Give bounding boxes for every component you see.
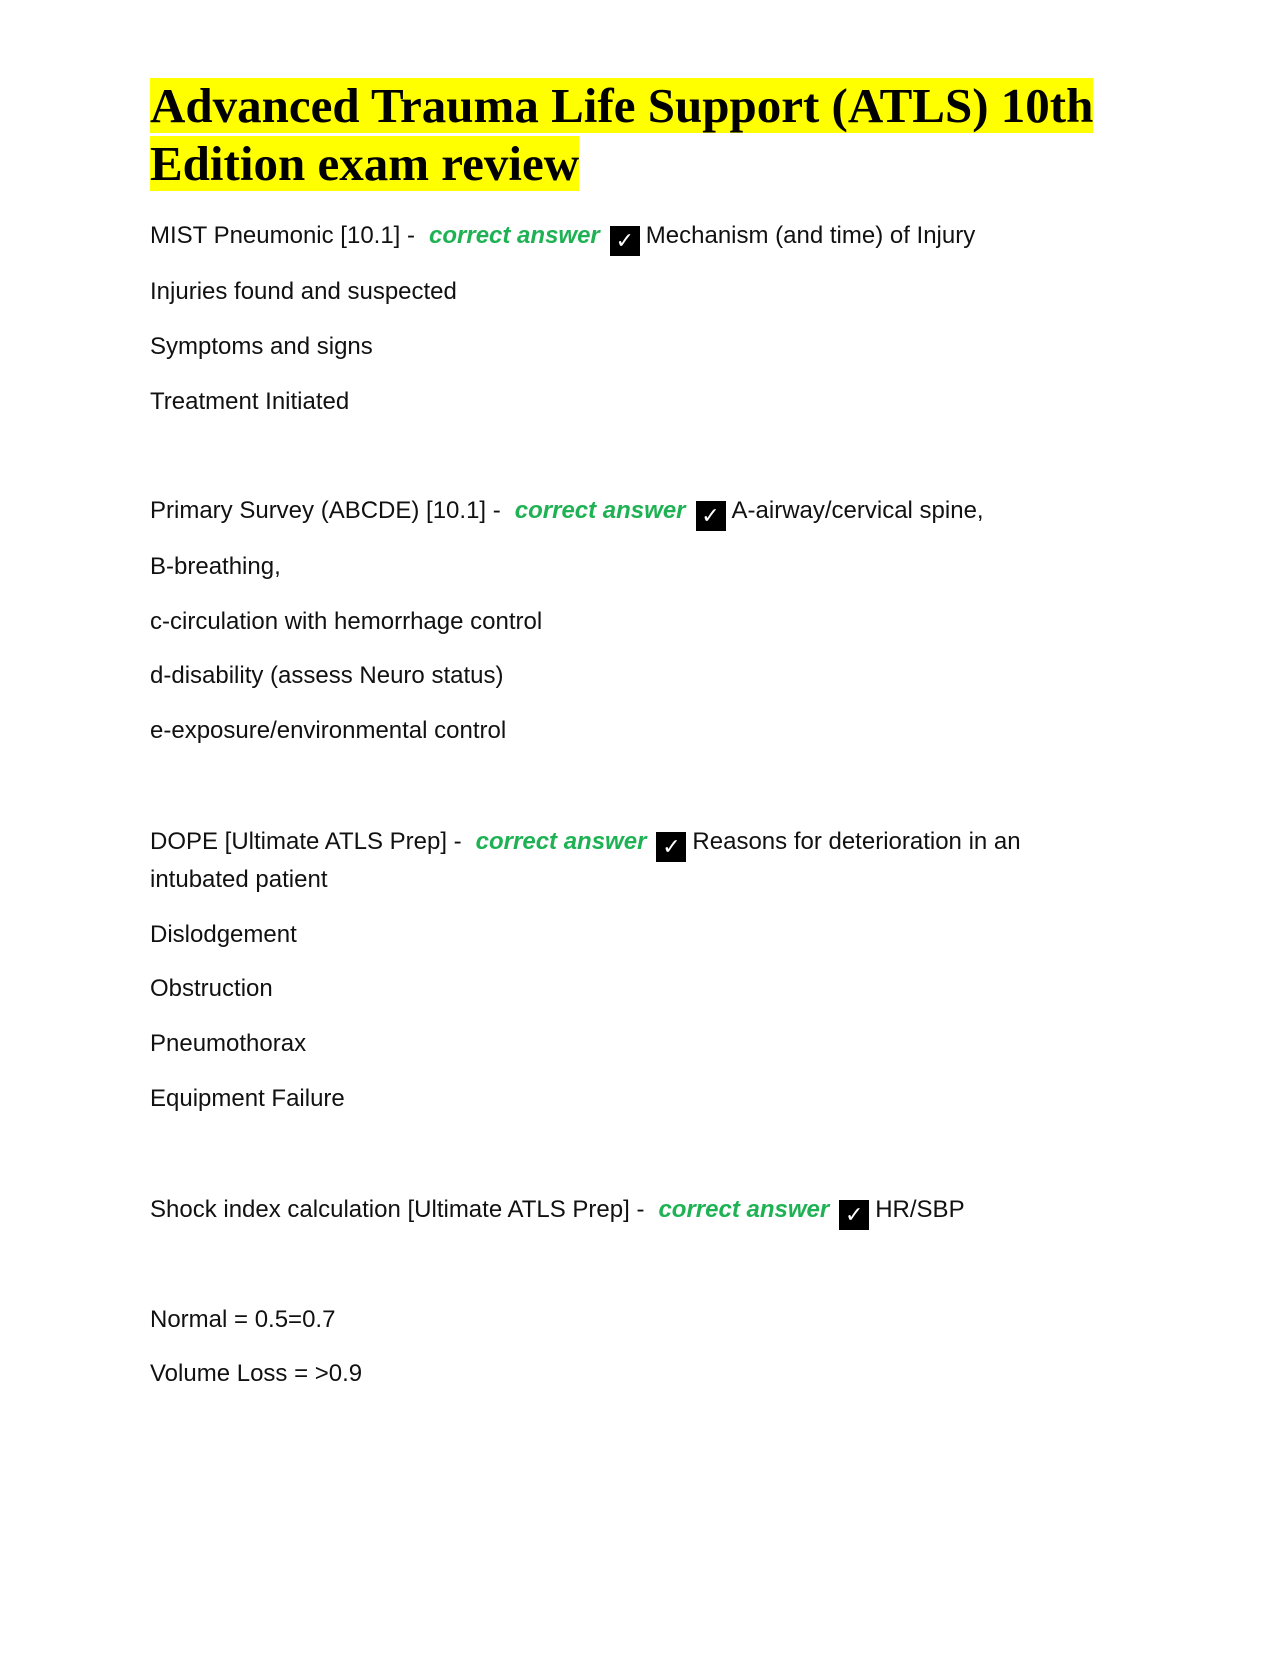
question-text: Primary Survey (ABCDE) [10.1] - <box>150 497 501 524</box>
answer-text: A-airway/cervical spine, <box>731 497 984 524</box>
correct-answer-label: correct answer <box>514 497 686 524</box>
answer-line: Symptoms and signs <box>150 333 373 360</box>
answer-line: d-disability (assess Neuro status) <box>150 662 504 689</box>
question-shock-index <box>150 1195 965 1230</box>
answer-line: c-circulation with hemorrhage control <box>150 608 543 635</box>
answer-line: Treatment Initiated <box>150 388 350 415</box>
answer-line: Equipment Failure <box>150 1085 345 1112</box>
correct-answer-label: correct answer <box>475 828 647 855</box>
correct-answer-label: correct answer <box>429 222 600 249</box>
title-line-1: Advanced Trauma Life Support (ATLS) 10th <box>150 78 1094 133</box>
checkmark-icon: ✓ <box>610 226 640 256</box>
answer-text: HR/SBP <box>875 1196 965 1223</box>
answer-line: Injuries found and suspected <box>150 278 457 305</box>
question-text: DOPE [Ultimate ATLS Prep] - <box>150 828 462 855</box>
document-title <box>150 77 1093 193</box>
title-line-2: Edition exam review <box>150 136 580 191</box>
answer-text: Mechanism (and time) of Injury <box>645 222 976 249</box>
answer-line: Volume Loss = >0.9 <box>150 1360 363 1387</box>
answer-line: Pneumothorax <box>150 1030 307 1057</box>
answer-line: e-exposure/environmental control <box>150 717 507 744</box>
question-text: Shock index calculation [Ultimate ATLS Prep] - <box>150 1196 645 1223</box>
answer-line: intubated patient <box>150 866 328 893</box>
question-text: MIST Pneumonic [10.1] - <box>150 222 416 249</box>
checkmark-icon: ✓ <box>839 1200 869 1230</box>
checkmark-icon: ✓ <box>696 501 726 531</box>
answer-line: B-breathing, <box>150 553 281 580</box>
answer-line: Obstruction <box>150 975 273 1002</box>
question-dope <box>150 827 1021 862</box>
checkmark-icon: ✓ <box>656 832 686 862</box>
answer-line: Dislodgement <box>150 921 297 948</box>
question-mist <box>150 221 975 256</box>
answer-text: Reasons for deterioration in an <box>692 828 1021 855</box>
question-primary-survey <box>150 496 984 531</box>
answer-line: Normal = 0.5=0.7 <box>150 1306 336 1333</box>
correct-answer-label: correct answer <box>658 1196 830 1223</box>
